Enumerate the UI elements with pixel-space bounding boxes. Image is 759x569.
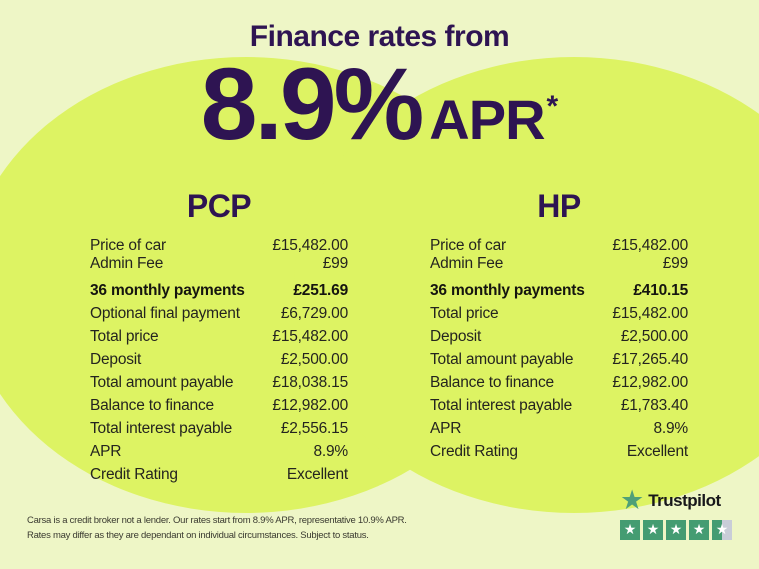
finance-row [90, 466, 348, 484]
row-label: Deposit [430, 328, 482, 345]
row-value: £1,783.40 [620, 397, 688, 414]
finance-row [90, 351, 348, 369]
row-value: Excellent [626, 443, 688, 460]
row-label: Price of car [90, 237, 166, 254]
hp-rows [430, 237, 688, 461]
finance-row [430, 374, 688, 392]
row-value: £15,482.00 [272, 237, 348, 254]
finance-row [90, 255, 348, 273]
star-icon: ★ [715, 522, 729, 538]
rating-star-box [712, 520, 732, 540]
finance-rates-title: Finance rates from [249, 20, 510, 53]
row-value: £15,482.00 [272, 328, 348, 345]
row-label: Balance to finance [430, 374, 554, 391]
finance-row [430, 305, 688, 323]
row-value: £2,500.00 [620, 328, 688, 345]
disclaimer-text [27, 513, 407, 543]
row-label: Total price [430, 305, 499, 322]
row-value: £15,482.00 [612, 305, 688, 322]
finance-row [430, 397, 688, 415]
disclaimer-line-2: Rates may differ as they are dependant on individual circumstances. Subject to status. [27, 530, 369, 541]
pcp-rows [90, 237, 348, 484]
row-value: Excellent [286, 466, 348, 483]
rating-star-box [666, 520, 686, 540]
finance-row [90, 443, 348, 461]
trustpilot-star-icon: ★ [620, 485, 645, 516]
finance-row [90, 305, 348, 323]
disclaimer-line-1: Carsa is a credit broker not a lender. Our rates start from 8.9% APR, representative 10.9% APR. [27, 515, 407, 526]
row-label: Admin Fee [90, 255, 164, 272]
row-label: Total interest payable [430, 397, 573, 414]
trustpilot-wordmark: Trustpilot [648, 491, 721, 510]
row-label: Total interest payable [90, 420, 233, 437]
row-label: APR [90, 443, 122, 460]
finance-row [90, 397, 348, 415]
row-value: £6,729.00 [280, 305, 348, 322]
row-value: 8.9% [313, 443, 348, 460]
star-icon: ★ [646, 522, 660, 538]
pcp-heading: PCP [186, 188, 252, 224]
row-label: Balance to finance [90, 397, 214, 414]
rating-star-box [620, 520, 640, 540]
trustpilot-logo [620, 485, 734, 516]
row-value: 8.9% [653, 420, 688, 437]
trustpilot-widget [620, 485, 734, 540]
finance-row [90, 420, 348, 438]
apr-rate-value: 8.9% [200, 47, 422, 161]
row-value: £12,982.00 [272, 397, 348, 414]
finance-row [90, 374, 348, 392]
pcp-column [90, 188, 348, 484]
row-value: £2,500.00 [280, 351, 348, 368]
rating-star-box [689, 520, 709, 540]
row-label: Total amount payable [430, 351, 574, 368]
finance-row [90, 328, 348, 346]
row-value: £99 [662, 255, 688, 272]
row-value: £410.15 [633, 282, 688, 299]
finance-row [90, 237, 348, 255]
row-label: 36 monthly payments [430, 282, 585, 299]
apr-asterisk: * [546, 90, 559, 123]
row-label: Deposit [90, 351, 142, 368]
hp-column [430, 188, 688, 461]
row-label: Optional final payment [90, 305, 240, 322]
finance-row [430, 351, 688, 369]
apr-label: APR [429, 88, 545, 151]
rating-star-box [643, 520, 663, 540]
star-icon: ★ [623, 522, 637, 538]
hp-heading: HP [537, 188, 581, 224]
star-icon: ★ [692, 522, 706, 538]
row-label: Credit Rating [430, 443, 518, 460]
finance-row [90, 282, 348, 300]
trustpilot-rating-stars [620, 520, 734, 540]
row-value: £251.69 [293, 282, 348, 299]
row-label: Total price [90, 328, 159, 345]
finance-row [430, 282, 688, 300]
finance-row [430, 237, 688, 255]
row-label: Credit Rating [90, 466, 178, 483]
row-value: £12,982.00 [612, 374, 688, 391]
row-value: £99 [322, 255, 348, 272]
row-label: Total amount payable [90, 374, 234, 391]
row-value: £15,482.00 [612, 237, 688, 254]
finance-row [430, 420, 688, 438]
row-value: £2,556.15 [280, 420, 348, 437]
row-label: Admin Fee [430, 255, 504, 272]
row-value: £18,038.15 [272, 374, 348, 391]
row-value: £17,265.40 [612, 351, 688, 368]
finance-row [430, 328, 688, 346]
finance-row [430, 255, 688, 273]
finance-row [430, 443, 688, 461]
apr-rate-row [0, 47, 759, 168]
row-label: APR [430, 420, 462, 437]
row-label: Price of car [430, 237, 506, 254]
row-label: 36 monthly payments [90, 282, 245, 299]
star-icon: ★ [669, 522, 683, 538]
